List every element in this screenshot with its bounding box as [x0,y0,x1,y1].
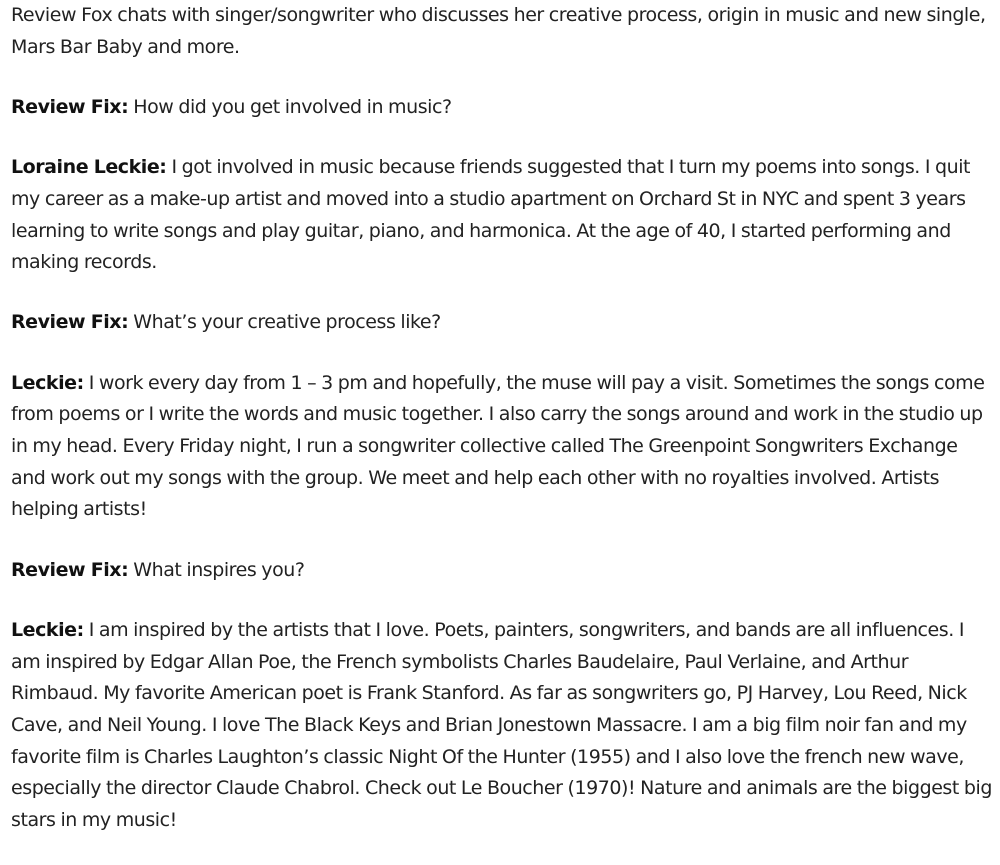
question-paragraph [11,92,996,124]
question-text: How did you get involved in music? [133,95,452,118]
intro-paragraph: Review Fox chats with singer/songwriter who discusses her creative process, origin in music and new single, Mars Bar Baby and more. [11,4,986,58]
speaker-label: Leckie: [11,371,84,394]
answer-text: I got involved in music because friends suggested that I turn my poems into songs. I quit my career as a make-up artist and moved into a studio apartment on Orchard St in NYC and spent 3 years learning to write songs and play guitar, piano, and harmonica. At the age of 40, I started performing and making records. [11,156,971,274]
question-paragraph [11,307,996,339]
answer-paragraph [11,368,996,527]
question-paragraph [11,555,996,587]
speaker-label: Review Fix: [11,95,129,118]
speaker-label: Review Fix: [11,311,129,334]
article-body [11,0,996,865]
speaker-label: Review Fix: [11,558,129,581]
answer-paragraph [11,615,996,837]
answer-paragraph [11,152,996,279]
answer-text: I work every day from 1 – 3 pm and hopefully, the muse will pay a visit. Sometimes the songs come from poems or I write the words and music together. I also carry the songs around and work in the studio up in my head. Every Friday night, I run a songwriter collective called The Greenpoint Songwriters Exchange and work out my songs with the group. We meet and help each other with no royalties involved. Artists helping artists! [11,371,985,521]
answer-text: I am inspired by the artists that I love. Poets, painters, songwriters, and bands are all influences. I am inspired by Edgar Allan Poe, the French symbolists Charles Baudelaire, Paul Verlaine, and Arthur Rimbaud. My favorite American poet is Frank Stanford. As far as songwriters go, PJ Harvey, Lou Reed, Nick Cave, and Neil Young. I love The Black Keys and Brian Jonestown Massacre. I am a big film noir fan and my favorite film is Charles Laughton’s classic Night Of the Hunter (1955) and I also love the french new wave, especially the director Claude Chabrol. Check out Le Boucher (1970)! Nature and animals are the biggest big stars in my music! [11,618,992,832]
speaker-label: Leckie: [11,618,84,641]
speaker-label: Loraine Leckie: [11,156,167,179]
question-text: What inspires you? [133,558,305,581]
question-text: What’s your creative process like? [133,311,441,334]
